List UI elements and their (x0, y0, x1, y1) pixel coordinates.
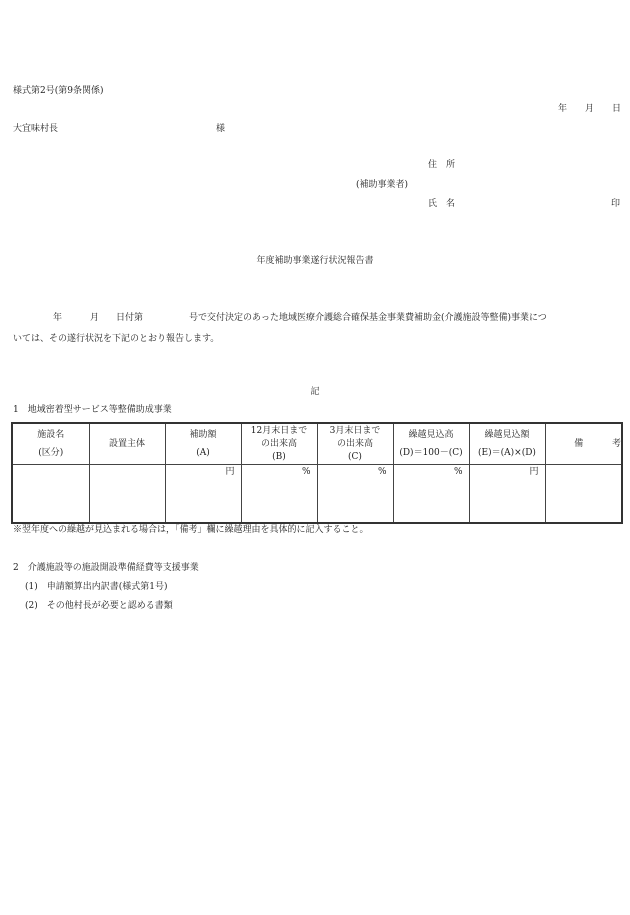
cell-operator[interactable] (89, 465, 165, 524)
header-carryover-rate: 繰越見込高 (D)＝100－(C) (393, 423, 469, 465)
document-title: 年度補助事業遂行状況報告書 (256, 256, 374, 266)
cell-carryover-amount[interactable]: 円 (469, 465, 545, 524)
cell-progress-march[interactable]: % (317, 465, 393, 524)
body-text-line1: 号で交付決定のあった地域医療介護総合確保基金事業費補助金(介護施設等整備)事業につ (189, 313, 547, 323)
addressee: 大宜味村長 (13, 124, 59, 134)
section-1-title: 1 地域密着型サービス等整備助成事業 (13, 405, 172, 415)
header-carryover-amount: 繰越見込額 (E)＝(A)×(D) (469, 423, 545, 465)
report-table (11, 422, 623, 524)
cell-carryover-rate[interactable]: % (393, 465, 469, 524)
header-operator: 設置主体 (89, 423, 165, 465)
seal-mark: 印 (610, 199, 620, 209)
ki-heading: 記 (310, 387, 320, 397)
section-2-item: (1) 申請額算出内訳書(様式第1号) (25, 582, 168, 592)
body-paragraph (13, 308, 621, 350)
carryover-note: ※翌年度への繰越が見込まれる場合は，「備考」欄に繰越理由を具体的に記入すること。 (13, 525, 369, 535)
date-line: 年 月 日 (557, 104, 621, 114)
table-row (12, 465, 622, 524)
section-2-item: (2) その他村長が必要と認める書類 (25, 601, 173, 611)
cell-progress-december[interactable]: % (241, 465, 317, 524)
name-label: 氏 名 (428, 199, 456, 209)
body-month: 月 (90, 313, 100, 323)
cell-subsidy-amount[interactable]: 円 (165, 465, 241, 524)
header-facility-name: 施設名 (区分) (12, 423, 89, 465)
cell-remarks[interactable] (545, 465, 622, 524)
header-progress-december: 12月末日まで の出来高 (B) (241, 423, 317, 465)
body-year: 年 (53, 313, 63, 323)
cell-facility-name[interactable] (12, 465, 89, 524)
applicant-role-label: (補助事業者) (356, 180, 409, 190)
body-day-number: 日付第 (116, 313, 144, 323)
form-number: 様式第2号(第9条関係) (13, 86, 104, 96)
header-progress-march: 3月末日まで の出来高 (C) (317, 423, 393, 465)
address-label: 住 所 (428, 160, 456, 170)
table-header-row (12, 423, 622, 465)
header-remarks: 備 考 (545, 423, 622, 465)
section-2-title: 2 介護施設等の施設開設準備経費等支援事業 (13, 563, 199, 573)
header-subsidy-amount: 補助額 (A) (165, 423, 241, 465)
addressee-suffix: 様 (216, 124, 226, 134)
body-text-line2: いては、その遂行状況を下記のとおり報告します。 (13, 334, 220, 344)
